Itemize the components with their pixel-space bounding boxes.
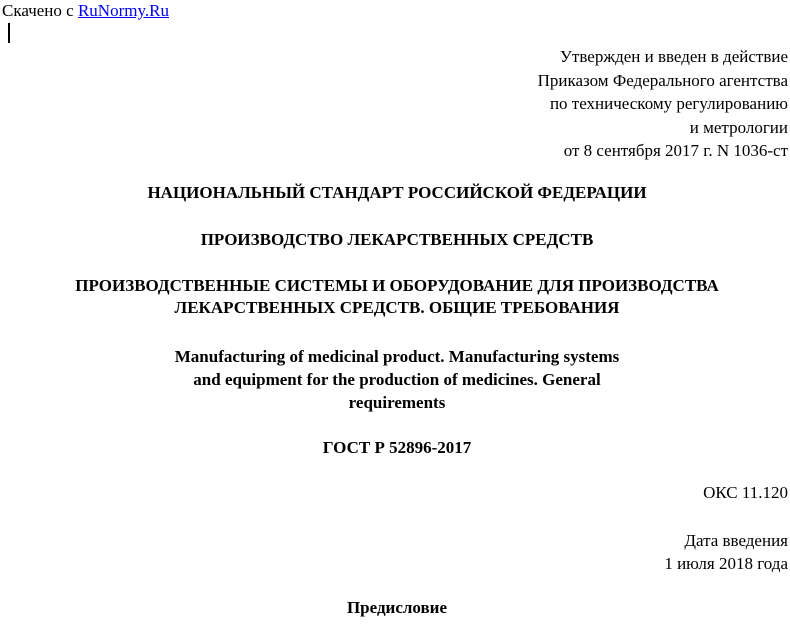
approval-line: Утвержден и введен в действие (559, 47, 788, 66)
english-title (0, 345, 790, 414)
okc-code: ОКС 11.120 (703, 483, 788, 502)
foreword-heading: Предисловие (346, 598, 448, 617)
english-title-line: and equipment for the production of medicines. General (193, 370, 601, 389)
systems-title-line: ЛЕКАРСТВЕННЫХ СРЕДСТВ. ОБЩИЕ ТРЕБОВАНИЯ (174, 298, 620, 317)
approval-line: и метрологии (689, 117, 788, 137)
introduction-date-label: Дата введения (684, 531, 788, 550)
approval-line: по техническому регулированию (549, 94, 788, 113)
gost-number: ГОСТ Р 52896-2017 (322, 438, 472, 457)
text-cursor (8, 23, 10, 43)
introduction-date-value: 1 июля 2018 года (664, 554, 788, 573)
production-title: ПРОИЗВОДСТВО ЛЕКАРСТВЕННЫХ СРЕДСТВ (200, 230, 594, 249)
runormy-link[interactable]: RuNormy.Ru (77, 1, 169, 20)
downloaded-from-line (2, 1, 169, 21)
approval-line: Приказом Федерального агентства (537, 70, 788, 90)
english-title-line: Manufacturing of medicinal product. Manufacturing systems (174, 347, 620, 366)
national-standard-title: НАЦИОНАЛЬНЫЙ СТАНДАРТ РОССИЙСКОЙ ФЕДЕРАЦИИ (147, 183, 647, 202)
approval-block (538, 45, 788, 163)
downloaded-prefix: Скачено с (2, 1, 74, 20)
systems-title (0, 275, 790, 319)
english-title-line: requirements (348, 393, 446, 412)
approval-line: от 8 сентября 2017 г. N 1036-ст (563, 141, 788, 160)
systems-title-line: ПРОИЗВОДСТВЕННЫЕ СИСТЕМЫ И ОБОРУДОВАНИЕ ДЛЯ ПРОИЗВОДСТВА (75, 276, 719, 295)
introduction-date-block (664, 529, 788, 575)
